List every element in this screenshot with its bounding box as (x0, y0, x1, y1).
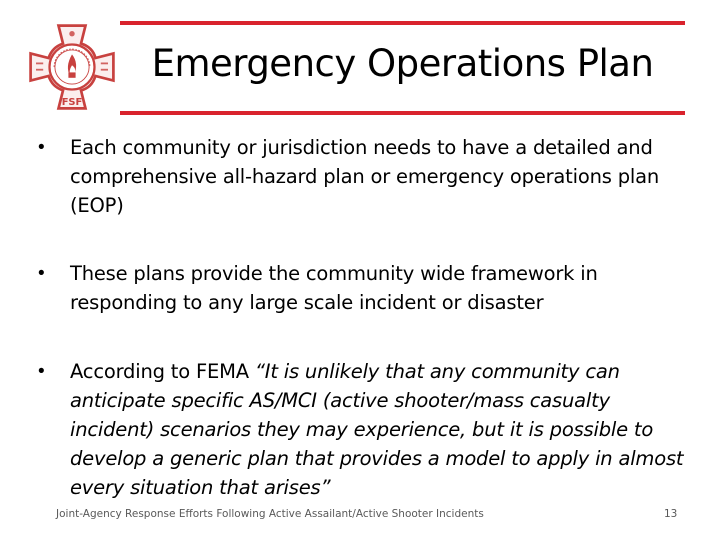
fema-quote: “It is unlikely that any community can anticipate specific AS/MCI (active shooter/mass casualty incident) scenarios they may experience, but it is possible to develop a generic plan that provides a model to apply in almost every situation that arises” (70, 360, 684, 499)
fire-service-logo-icon (27, 22, 117, 112)
bullet-text: Each community or jurisdiction needs to have a detailed and comprehensive all-hazard plan or emergency operations plan (EOP) (70, 136, 659, 217)
header-rule-top (120, 21, 685, 25)
header-rule-bottom (120, 111, 685, 115)
bullet-dot-icon: • (38, 263, 45, 284)
bullet-dot-icon: • (38, 137, 45, 158)
bullet-item (38, 357, 698, 502)
bullet-text: These plans provide the community wide framework in responding to any large scale incident or disaster (70, 262, 598, 314)
bullet-text (70, 357, 698, 502)
bullet-prefix: According to FEMA (70, 360, 255, 383)
slide-title: Emergency Operations Plan (151, 42, 654, 85)
bullet-item (38, 259, 698, 317)
footer-text: Joint-Agency Response Efforts Following Active Assailant/Active Shooter Incidents (56, 508, 484, 520)
bullet-dot-icon: • (38, 361, 45, 382)
logo-text: FSF (61, 96, 83, 108)
page-number: 13 (664, 508, 678, 520)
bullet-item (38, 133, 698, 220)
